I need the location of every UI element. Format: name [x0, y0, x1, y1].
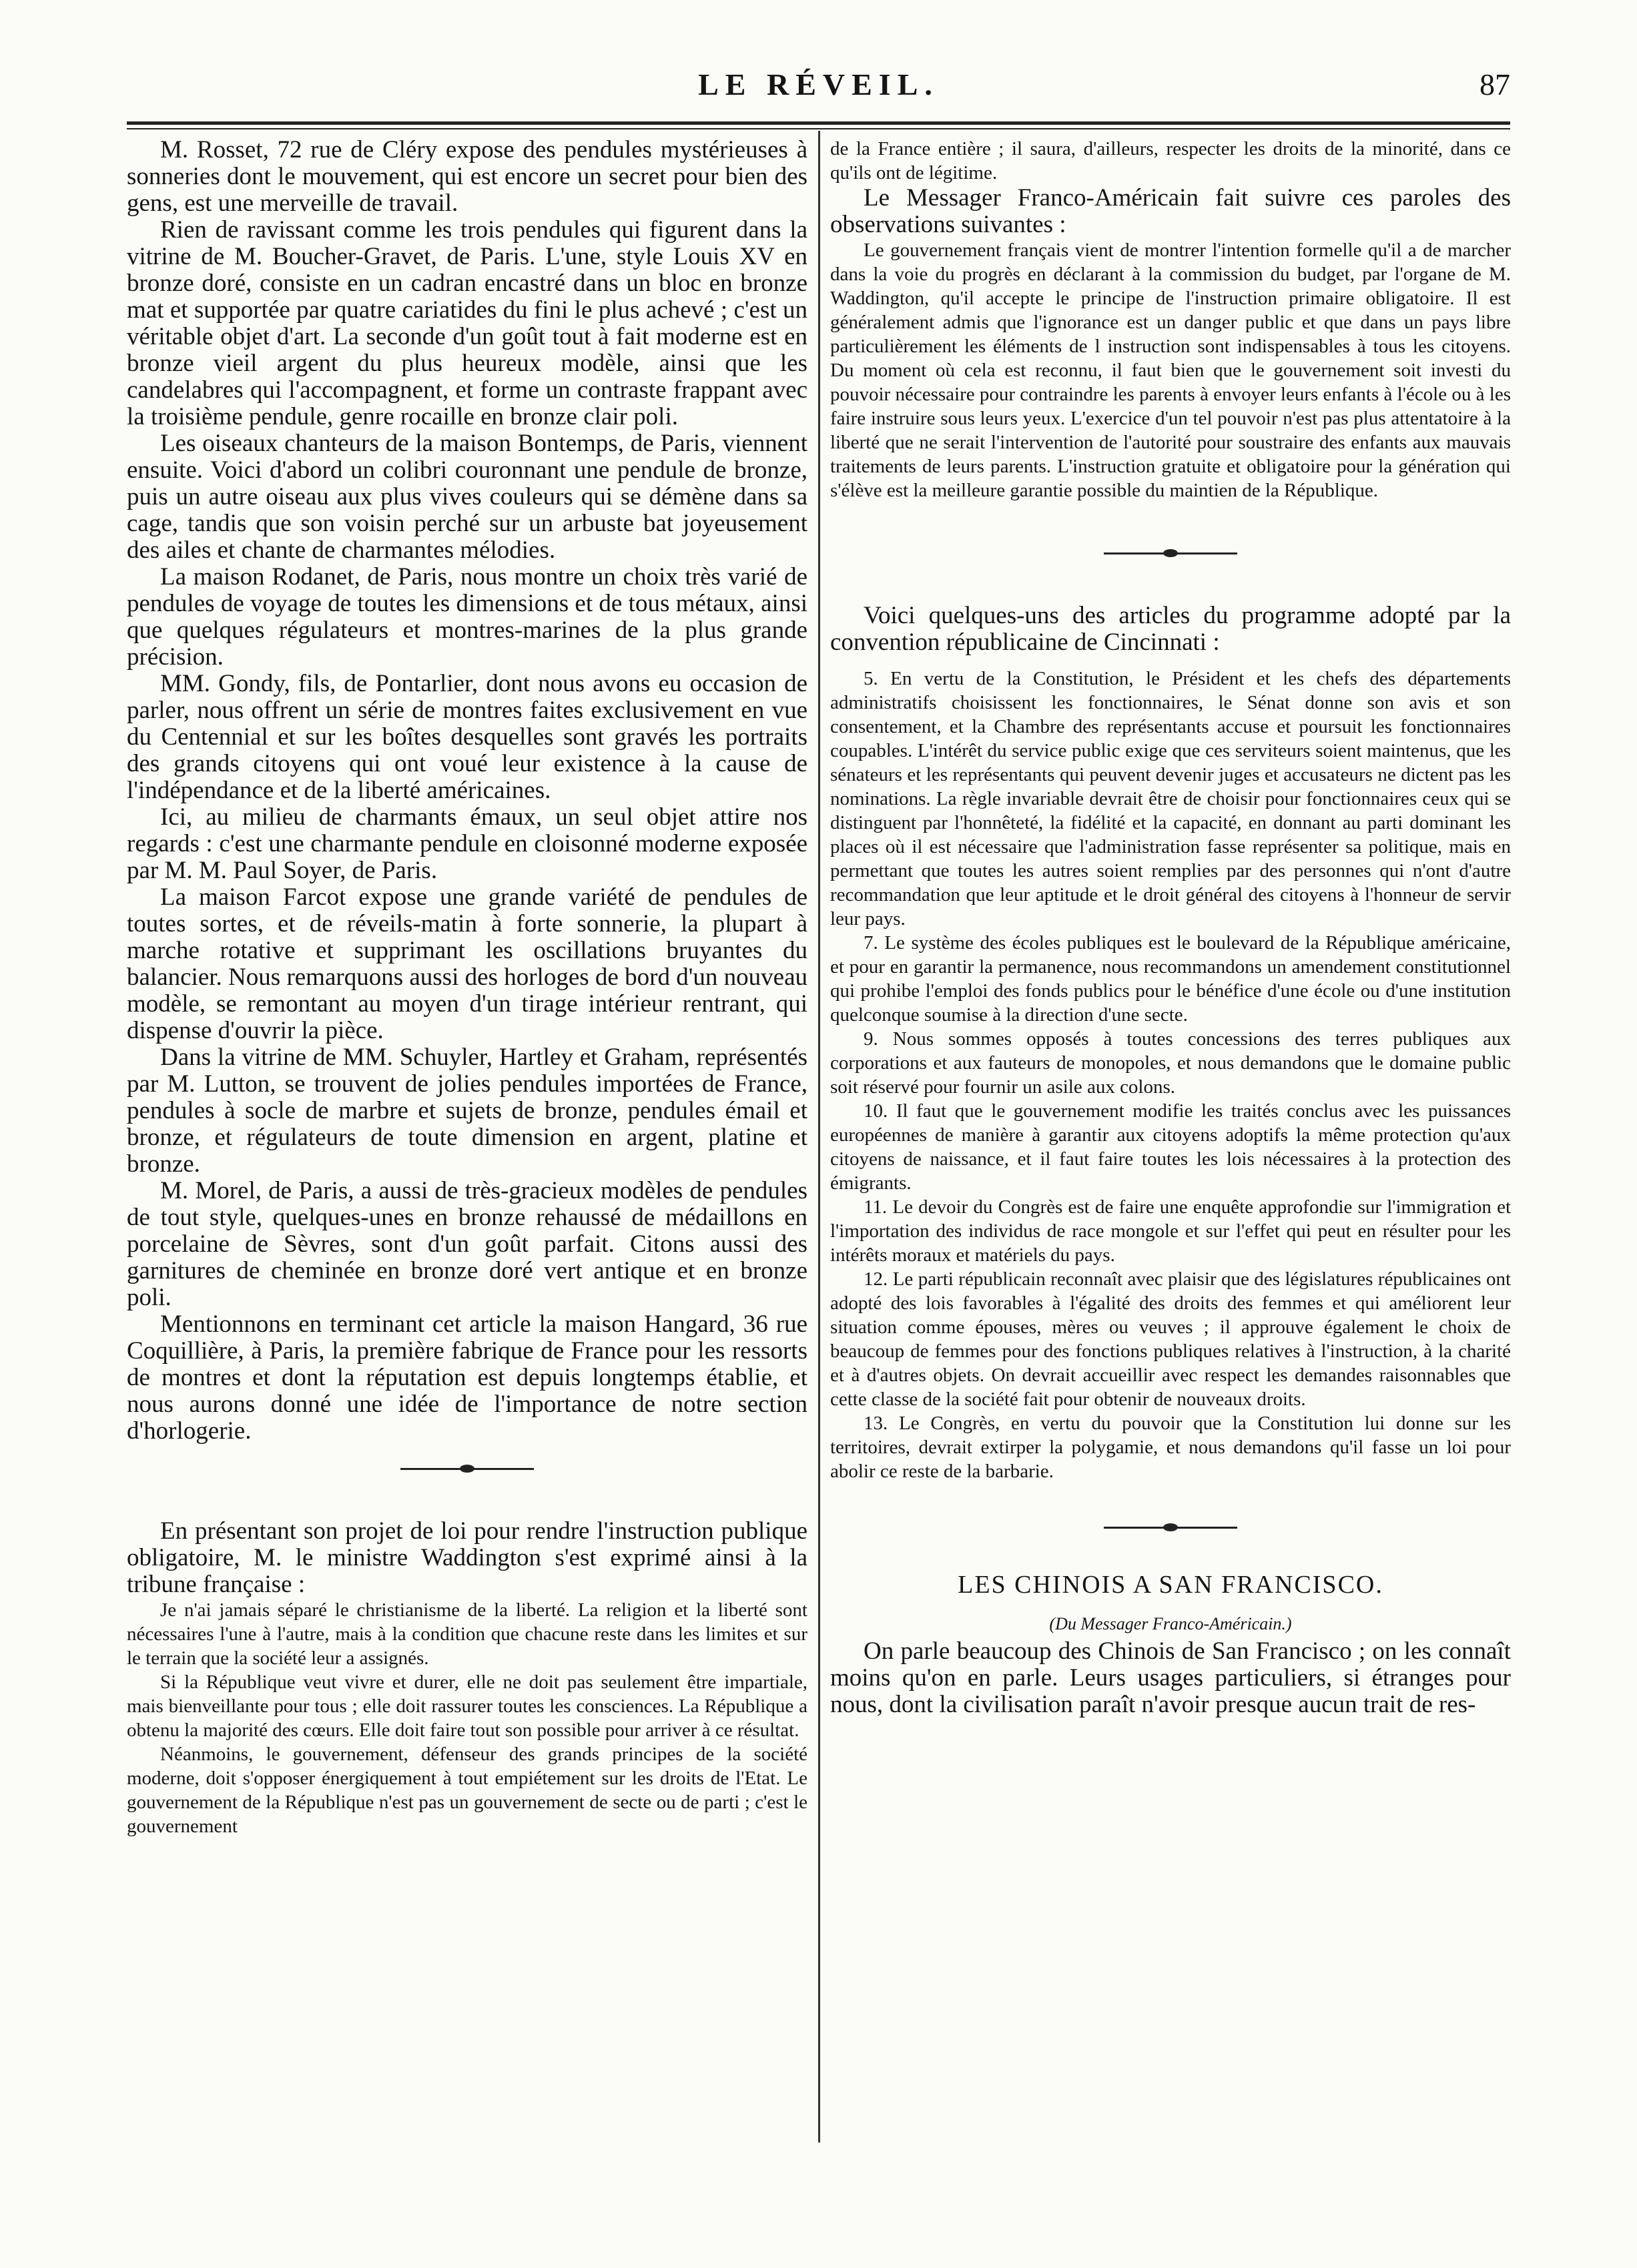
section-ornament: [127, 1445, 807, 1491]
column-divider: [818, 131, 820, 2143]
paragraph-boucher-gravet: Rien de ravissant comme les trois pendules qui figurent dans la vitrine de M. Boucher-Gravet, de Paris. L'une, style Louis XV en bronze doré, consiste en un cadran encastré dans un bloc en bronze mat et supportée par quatre cariatides du fini le plus achevé ; c'est un véritable objet d'art. La seconde d'un goût tout à fait moderne est en bronze vieil argent du plus heureux modèle, ainsi que les candelabres qui l'accompagnent, et forme un contraste frappant avec la troisième pendule, genre rocaille en bronze clair poli.: [127, 216, 807, 430]
page-header: [127, 67, 1510, 115]
article-12: 12. Le parti républicain reconnaît avec plaisir que des législatures républicaines ont adopté des lois favorables à l'égalité des droits des femmes et qui améliorent leur situation comme épouses, mères ou veuves ; il approuve également le choix de beaucoup de femmes pour des fonctions publiques relatives à l'instruction, à la charité et à d'autres objets. On devrait accueillir avec respect les demandes raisonnables que cette classe de la société fait pour obtenir de nouveaux droits.: [830, 1268, 1511, 1410]
paragraph-morel: M. Morel, de Paris, a aussi de très-gracieux modèles de pendules de tout style, quelques-unes en bronze rehaussé de médaillons en porcelaine de Sèvres, sont d'un goût parfait. Citons aussi des garnitures de cheminée en bronze doré vert antique et en bronze poli.: [127, 1177, 807, 1311]
quote-christianisme: Je n'ai jamais séparé le christianisme de la liberté. La religion et la liberté sont nécessaires l'une à l'autre, mais à la condition que chacune reste dans les limites et sur le terrain que la société leur a assignés.: [127, 1599, 807, 1669]
quote-republique: Si la République veut vivre et durer, elle ne doit pas seulement être impartiale, mais bienveillante pour tous ; elle doit rassurer toutes les consciences. La République a obtenu la majorité des cœurs. Elle doit faire tout son possible pour arriver à ce résultat.: [127, 1671, 807, 1741]
journal-title: LE RÉVEIL.: [698, 67, 939, 101]
quote-neanmoins: Néanmoins, le gouvernement, défenseur des grands principes de la société moderne, doit s'opposer énergiquement à tout empiétement sur les droits de l'Etat. Le gouvernement de la République n'est pas un gouvernement de secte ou de parti ; c'est le gouvernement: [127, 1744, 807, 1837]
right-column: [830, 137, 1511, 1718]
section-title: LES CHINOIS A SAN FRANCISCO.: [958, 1571, 1383, 1599]
header-rule: [127, 121, 1510, 129]
paragraph-bontemps: Les oiseaux chanteurs de la maison Bontemps, de Paris, viennent ensuite. Voici d'abord un colibri couronnant une pendule de bronze, puis un autre oiseau aux plus vives couleurs qui se démène dans sa cage, tandis que son voisin perché sur un arbuste bat joyeusement des ailes et chante de charmantes mélodies.: [127, 430, 807, 564]
paragraph-rosset: M. Rosset, 72 rue de Cléry expose des pendules mystérieuses à sonneries dont le mouvement, qui est encore un secret pour bien des gens, est une merveille de travail.: [127, 136, 807, 217]
paragraph-waddington: En présentant son projet de loi pour rendre l'instruction publique obligatoire, M. le ministre Waddington s'est exprimé ainsi à la tribune française :: [127, 1517, 807, 1598]
source-attribution: (Du Messager Franco-Américain.): [1049, 1614, 1292, 1633]
article-5: 5. En vertu de la Constitution, le Président et les chefs des départements administratifs choisissent les fonctionnaires, le Sénat donne son avis et son consentement, et la Chambre des représentants accuse et poursuit les fonctionnaires coupables. L'intérêt du service public exige que ces serviteurs soient maintenus, que les sénateurs et les représentants qui peuvent devenir juges et accusateurs ne dictent pas les nominations. La règle invariable devrait être de choisir pour fonctionnaires ceux qui se distinguent par l'honnêteté, la fidélité et la capacité, en donnant au parti dominant les places où il est nécessaire que l'administration fasse représenter sa politique, mais en permettant que toutes les autres soient remplies par des personnes qui n'ont d'autre recommandation que leur aptitude et le droit général des citoyens à l'honneur de servir leur pays.: [830, 668, 1511, 929]
article-9: 9. Nous sommes opposés à toutes concessions des terres publiques aux corporations et aux fauteurs de monopoles, et nous demandons que le domaine public soit réservé pour fournir un asile aux colons.: [830, 1028, 1511, 1098]
paragraph-chinois: On parle beaucoup des Chinois de San Francisco ; on les connaît moins qu'on en parle. Leurs usages particuliers, si étranges pour nous, dont la civilisation paraît n'avoir presque aucun trait de res-: [830, 1637, 1511, 1718]
paragraph-messager: Le Messager Franco-Américain fait suivre ces paroles des observations suivantes :: [830, 184, 1511, 238]
article-11: 11. Le devoir du Congrès est de faire une enquête approfondie sur l'immigration et l'importation des individus de race mongole et sur l'effet qui peut en résulter pour les intérêts moraux et matériels du pays.: [830, 1196, 1511, 1266]
paragraph-soyer: Ici, au milieu de charmants émaux, un seul objet attire nos regards : c'est une charmante pendule en cloisonné moderne exposée par M. M. Paul Soyer, de Paris.: [127, 803, 807, 884]
paragraph-hangard: Mentionnons en terminant cet article la maison Hangard, 36 rue Coquillière, à Paris, la première fabrique de France pour les ressorts de montres et dont la réputation est depuis longtemps établie, et nous aurons donné une idée de l'importance de notre section d'horlogerie.: [127, 1310, 807, 1445]
quote-continuation: de la France entière ; il saura, d'ailleurs, respecter les droits de la minorité, dans ce qu'ils ont de légitime.: [830, 138, 1511, 183]
paragraph-schuyler: Dans la vitrine de MM. Schuyler, Hartley et Graham, représentés par M. Lutton, se trouvent de jolies pendules importées de France, pendules à socle de marbre et sujets de bronze, pendules émail et bronze, et régulateurs de toute dimension en argent, platine et bronze.: [127, 1044, 807, 1178]
paragraph-cincinnati: Voici quelques-uns des articles du programme adopté par la convention républicaine de Cincinnati :: [830, 602, 1511, 656]
article-13: 13. Le Congrès, en vertu du pouvoir que la Constitution lui donne sur les territoires, devrait extirper la polygamie, et nous demandons qu'il fasse un loi pour abolir ce reste de la barbarie.: [830, 1413, 1511, 1482]
article-10: 10. Il faut que le gouvernement modifie les traités conclus avec les puissances européennes de manière à garantir aux citoyens adoptifs la même protection qu'aux citoyens de naissance, et il faut faire toutes les lois nécessaires à la protection des émigrants.: [830, 1100, 1511, 1194]
page-number: 87: [1480, 67, 1510, 101]
quote-messager-observations: Le gouvernement français vient de montrer l'intention formelle qu'il a de marcher dans la voie du progrès en déclarant à la commission du budget, par l'organe de M. Waddington, qu'il accepte le principe de l'instruction primaire obligatoire. Il est généralement admis que l'ignorance est un danger public et que dans un pays libre particulièrement les éléments de l instruction sont indispensables à tous les citoyens. Du moment où cela est reconnu, il faut bien que le gouvernement soit investi du pouvoir nécessaire pour contraindre les parents à envoyer leurs enfants à l'école ou à les faire instruire sous leurs yeux. L'exercice d'un tel pouvoir n'est pas plus attentatoire à la liberté que ne serait l'intervention de l'autorité pour soustraire des enfants aux mauvais traitements de leurs parents. L'instruction gratuite et obligatoire pour la génération qui s'élève est la meilleure garantie possible du maintien de la République.: [830, 240, 1511, 501]
paragraph-gondy: MM. Gondy, fils, de Pontarlier, dont nous avons eu occasion de parler, nous offrent un série de montres faites exclusivement en vue du Centennial et sur les boîtes desquelles sont gravés les portraits des grands citoyens qui ont voué leur existence à la cause de l'indépendance et de la liberté américaines.: [127, 670, 807, 804]
article-7: 7. Le système des écoles publiques est le boulevard de la République américaine, et pour en garantir la permanence, nous recommandons un amendement constitutionnel qui prohibe l'emploi des fonds publics pour le bénéfice d'une école ou d'une institution quelconque soumise à la direction d'une secte.: [830, 932, 1511, 1026]
paragraph-farcot: La maison Farcot expose une grande variété de pendules de toutes sortes, et de réveils-matin à forte sonnerie, la plupart à marche rotative et supprimant les oscillations bruyantes du balancier. Nous remarquons aussi des horloges de bord d'un nouveau modèle, se remontant au moyen d'un tirage intérieur rentrant, qui dispense d'ouvrir la pièce.: [127, 883, 807, 1044]
section-ornament: [830, 1503, 1511, 1550]
left-column: [127, 137, 807, 1838]
paragraph-rodanet: La maison Rodanet, de Paris, nous montre un choix très varié de pendules de voyage de toutes les dimensions et de tous métaux, ainsi que quelques régulateurs et montres-marines de la plus grande précision.: [127, 563, 807, 671]
section-ornament: [830, 529, 1511, 576]
